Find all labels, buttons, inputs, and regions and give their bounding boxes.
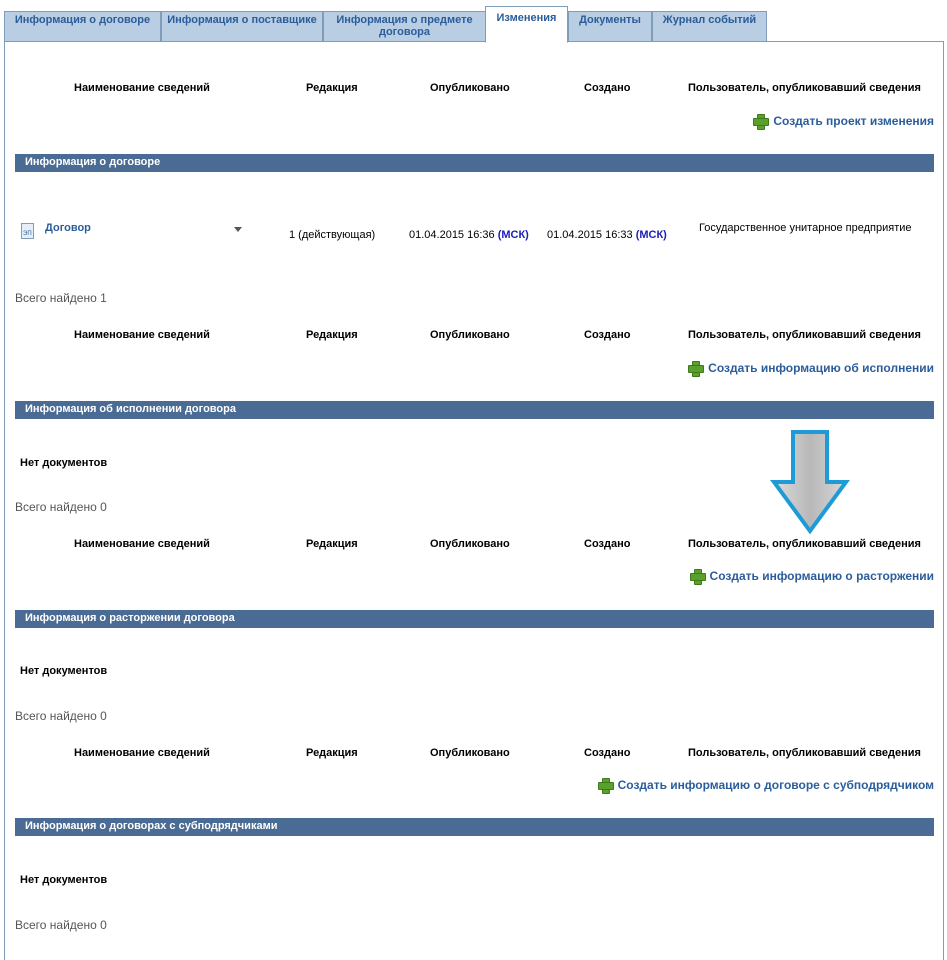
create-change-draft-label: Создать проект изменения	[773, 114, 934, 128]
section-termination-info: Информация о расторжении договора	[15, 610, 934, 628]
plus-icon	[597, 777, 613, 793]
tab-contract-info[interactable]: Информация о договоре	[4, 11, 161, 42]
section-contract-info: Информация о договоре	[15, 154, 934, 172]
create-termination-info-button[interactable]	[689, 568, 934, 584]
col-header-user: Пользователь, опубликовавший сведения	[688, 82, 921, 94]
create-subcontractor-info-button[interactable]	[597, 777, 934, 793]
col-header-created: Создано	[584, 82, 631, 94]
col-header-revision: Редакция	[306, 747, 358, 759]
row-user: Государственное унитарное предприятие	[699, 222, 912, 234]
row-created-date: 01.04.2015 16:33	[547, 229, 633, 241]
no-documents-execution: Нет документов	[20, 457, 108, 469]
tab-event-log[interactable]: Журнал событий	[652, 11, 767, 42]
col-header-published: Опубликовано	[430, 82, 510, 94]
col-header-created: Создано	[584, 538, 631, 550]
plus-icon	[687, 360, 703, 376]
col-header-user: Пользователь, опубликовавший сведения	[688, 538, 921, 550]
col-header-revision: Редакция	[306, 538, 358, 550]
col-header-revision: Редакция	[306, 82, 358, 94]
row-published-tz: (МСК)	[497, 229, 529, 241]
total-found-contract: Всего найдено 1	[15, 291, 107, 305]
col-header-created: Создано	[584, 329, 631, 341]
col-header-created: Создано	[584, 747, 631, 759]
no-documents-termination: Нет документов	[20, 665, 108, 677]
col-header-name: Наименование сведений	[74, 538, 210, 550]
total-found-execution: Всего найдено 0	[15, 500, 107, 514]
row-created-tz: (МСК)	[635, 229, 667, 241]
tab-subject-info[interactable]: Информация о предмете договора	[323, 11, 486, 42]
create-execution-info-label: Создать информацию об исполнении	[708, 361, 934, 375]
document-icon	[21, 223, 34, 239]
tab-supplier-info[interactable]: Информация о поставщике	[161, 11, 323, 42]
col-header-name: Наименование сведений	[74, 82, 210, 94]
section-execution-info: Информация об исполнении договора	[15, 401, 934, 419]
create-execution-info-button[interactable]	[687, 360, 934, 376]
col-header-name: Наименование сведений	[74, 329, 210, 341]
col-header-published: Опубликовано	[430, 538, 510, 550]
contract-document-link[interactable]: Договор	[45, 222, 91, 234]
plus-icon	[752, 113, 768, 129]
dropdown-caret-icon[interactable]	[234, 227, 242, 232]
tab-changes[interactable]: Изменения	[485, 6, 568, 43]
col-header-published: Опубликовано	[430, 747, 510, 759]
col-header-revision: Редакция	[306, 329, 358, 341]
create-termination-info-label: Создать информацию о расторжении	[709, 569, 934, 583]
plus-icon	[689, 568, 705, 584]
row-published-date: 01.04.2015 16:36	[409, 229, 495, 241]
create-subcontractor-info-label: Создать информацию о договоре с субподрядчиком	[617, 778, 934, 792]
col-header-user: Пользователь, опубликовавший сведения	[688, 329, 921, 341]
tab-documents[interactable]: Документы	[568, 11, 652, 42]
col-header-name: Наименование сведений	[74, 747, 210, 759]
tab-bar	[4, 0, 944, 42]
section-subcontractor-info: Информация о договорах с субподрядчиками	[15, 818, 934, 836]
document-icon-label: ЭП	[23, 231, 32, 237]
total-found-termination: Всего найдено 0	[15, 709, 107, 723]
row-created	[547, 229, 667, 241]
down-arrow-icon	[770, 430, 850, 535]
row-revision: 1 (действующая)	[289, 229, 376, 241]
total-found-subcontractor: Всего найдено 0	[15, 918, 107, 932]
row-published	[409, 229, 529, 241]
col-header-published: Опубликовано	[430, 329, 510, 341]
create-change-draft-button[interactable]	[752, 113, 934, 129]
no-documents-subcontractor: Нет документов	[20, 874, 108, 886]
col-header-user: Пользователь, опубликовавший сведения	[688, 747, 921, 759]
